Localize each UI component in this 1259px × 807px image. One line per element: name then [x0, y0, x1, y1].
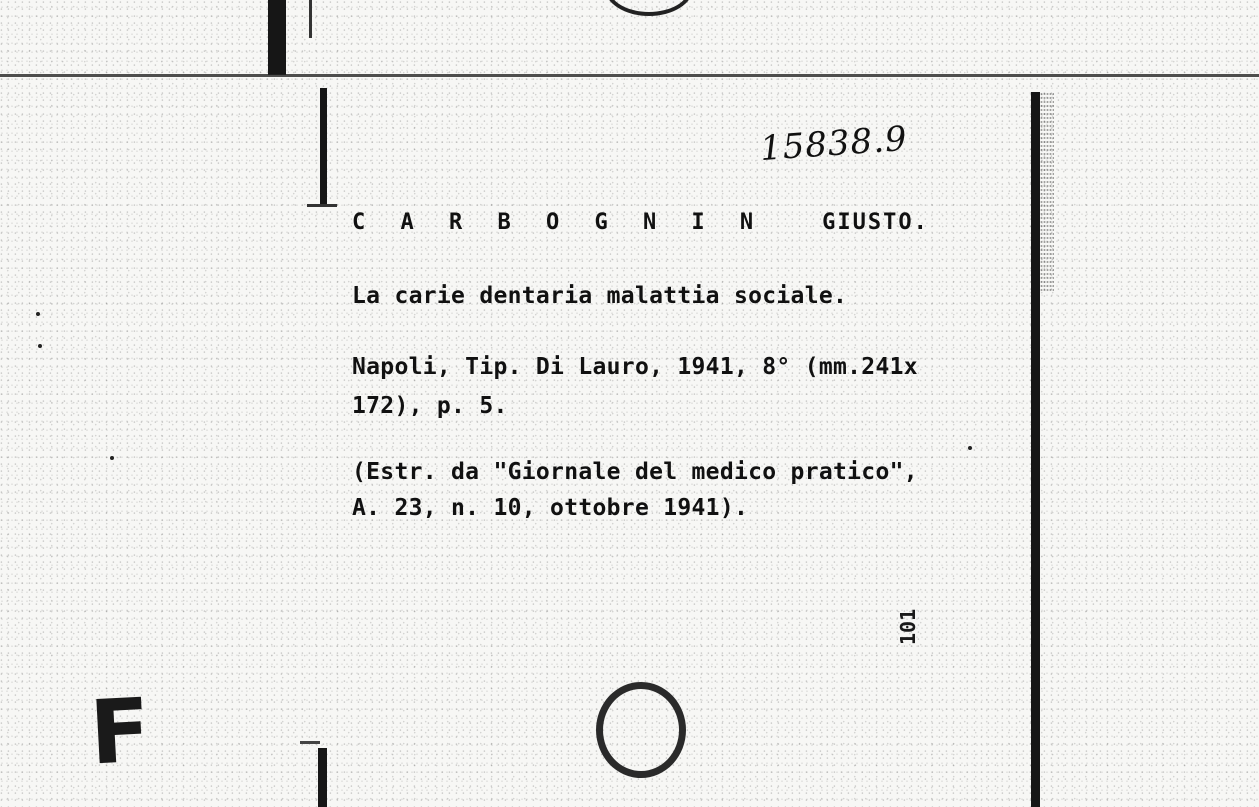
title-line: La carie dentaria malattia sociale.	[352, 283, 848, 309]
author-given-name: GIUSTO.	[822, 210, 929, 235]
stamp-letter: F	[87, 678, 153, 785]
top-punch-hole-arc	[605, 0, 693, 16]
shelfmark-number: 15838.9	[758, 118, 909, 170]
bottom-tick-mark	[300, 741, 320, 744]
speck	[110, 456, 114, 460]
speck	[36, 312, 40, 316]
speck	[968, 446, 972, 450]
note-line-1: (Estr. da "Giornale del medico pratico",	[352, 459, 918, 485]
top-tab-bar	[268, 0, 286, 75]
imprint-line-1: Napoli, Tip. Di Lauro, 1941, 8° (mm.241x	[352, 354, 918, 380]
note-line-2: A. 23, n. 10, ottobre 1941).	[352, 495, 749, 521]
card-edge-texture	[1040, 92, 1054, 292]
imprint-line-2: 172), p. 5.	[352, 393, 508, 419]
punch-hole	[596, 682, 686, 778]
card-top-edge	[0, 74, 1259, 77]
speck	[38, 344, 42, 348]
left-bracket-mark	[320, 88, 339, 204]
top-tab-thin-line	[309, 0, 312, 38]
author-heading	[352, 210, 929, 235]
author-surname: C A R B O G N I N	[352, 210, 765, 235]
bottom-tab-bar	[318, 748, 327, 807]
side-mark: 101	[896, 608, 920, 645]
card-right-edge	[1031, 92, 1040, 807]
